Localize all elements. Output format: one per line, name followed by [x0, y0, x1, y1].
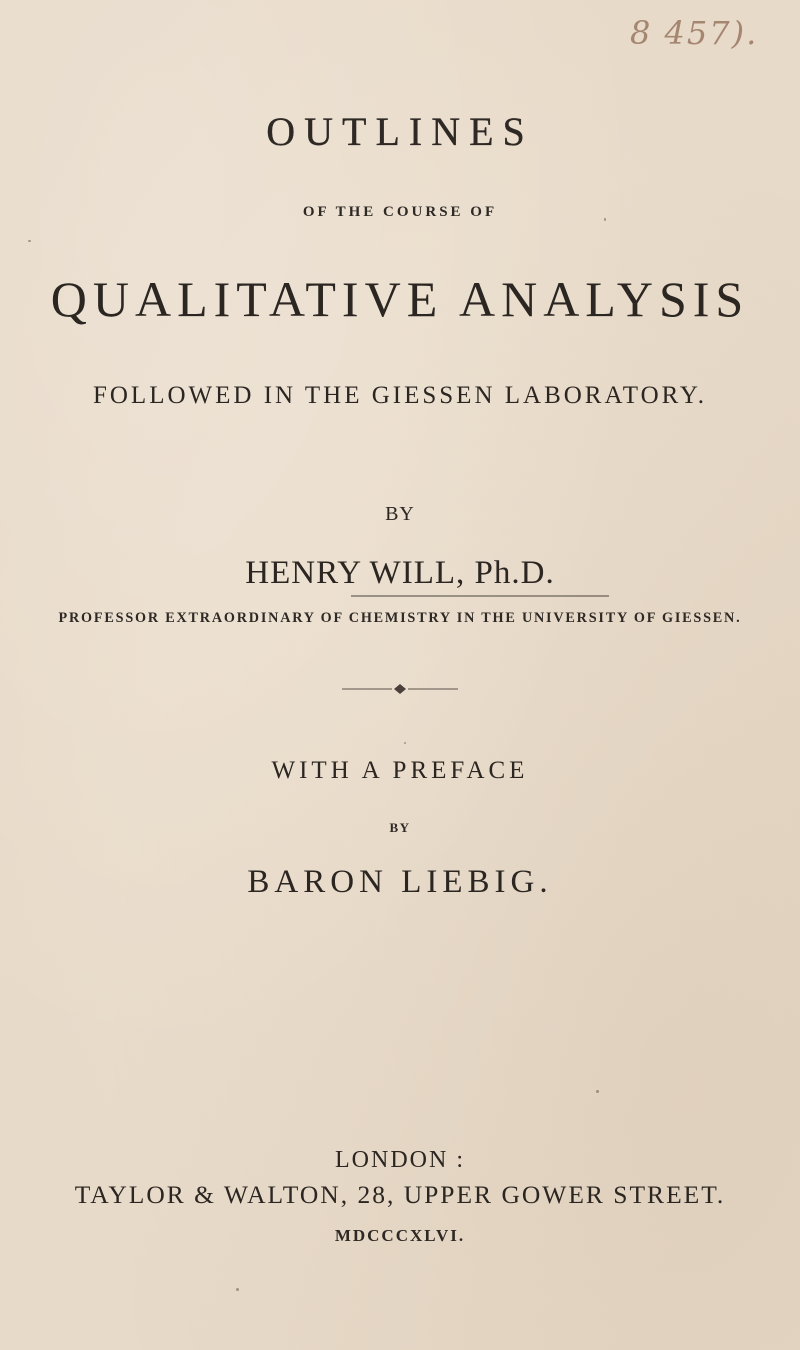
- title-outlines: OUTLINES: [266, 109, 534, 154]
- paper-speck: [604, 218, 606, 221]
- preface-author: BARON LIEBIG.: [247, 864, 553, 900]
- imprint-date: MDCCCXLVI.: [334, 1226, 466, 1245]
- author-position: PROFESSOR EXTRAORDINARY OF CHEMISTRY IN THE UNIVERSITY OF GIESSEN.: [58, 610, 742, 626]
- imprint-publisher: TAYLOR & WALTON, 28, UPPER GOWER STREET.: [74, 1180, 726, 1209]
- subtitle-followed: FOLLOWED IN THE GIESSEN LABORATORY.: [92, 382, 708, 409]
- main-title: QUALITATIVE ANALYSIS: [50, 271, 750, 327]
- divider-ornament: [340, 682, 460, 696]
- paper-speck: [404, 742, 406, 744]
- author-name: HENRY WILL, Ph.D.: [245, 555, 555, 591]
- by-preface-label: BY: [389, 820, 411, 835]
- imprint-city: LONDON :: [335, 1147, 465, 1173]
- preface-line: WITH A PREFACE: [271, 757, 529, 784]
- handwritten-shelfmark: 8 457).: [630, 14, 759, 52]
- paper-speck: [236, 1288, 239, 1291]
- author-underline: [351, 595, 609, 597]
- paper-speck: [28, 240, 31, 242]
- paper-speck: [596, 1090, 599, 1093]
- title-of-the-course: OF THE COURSE OF: [302, 204, 498, 220]
- author-wrap: [245, 555, 554, 592]
- author-line: [0, 555, 800, 592]
- by-author-label: BY: [385, 503, 415, 525]
